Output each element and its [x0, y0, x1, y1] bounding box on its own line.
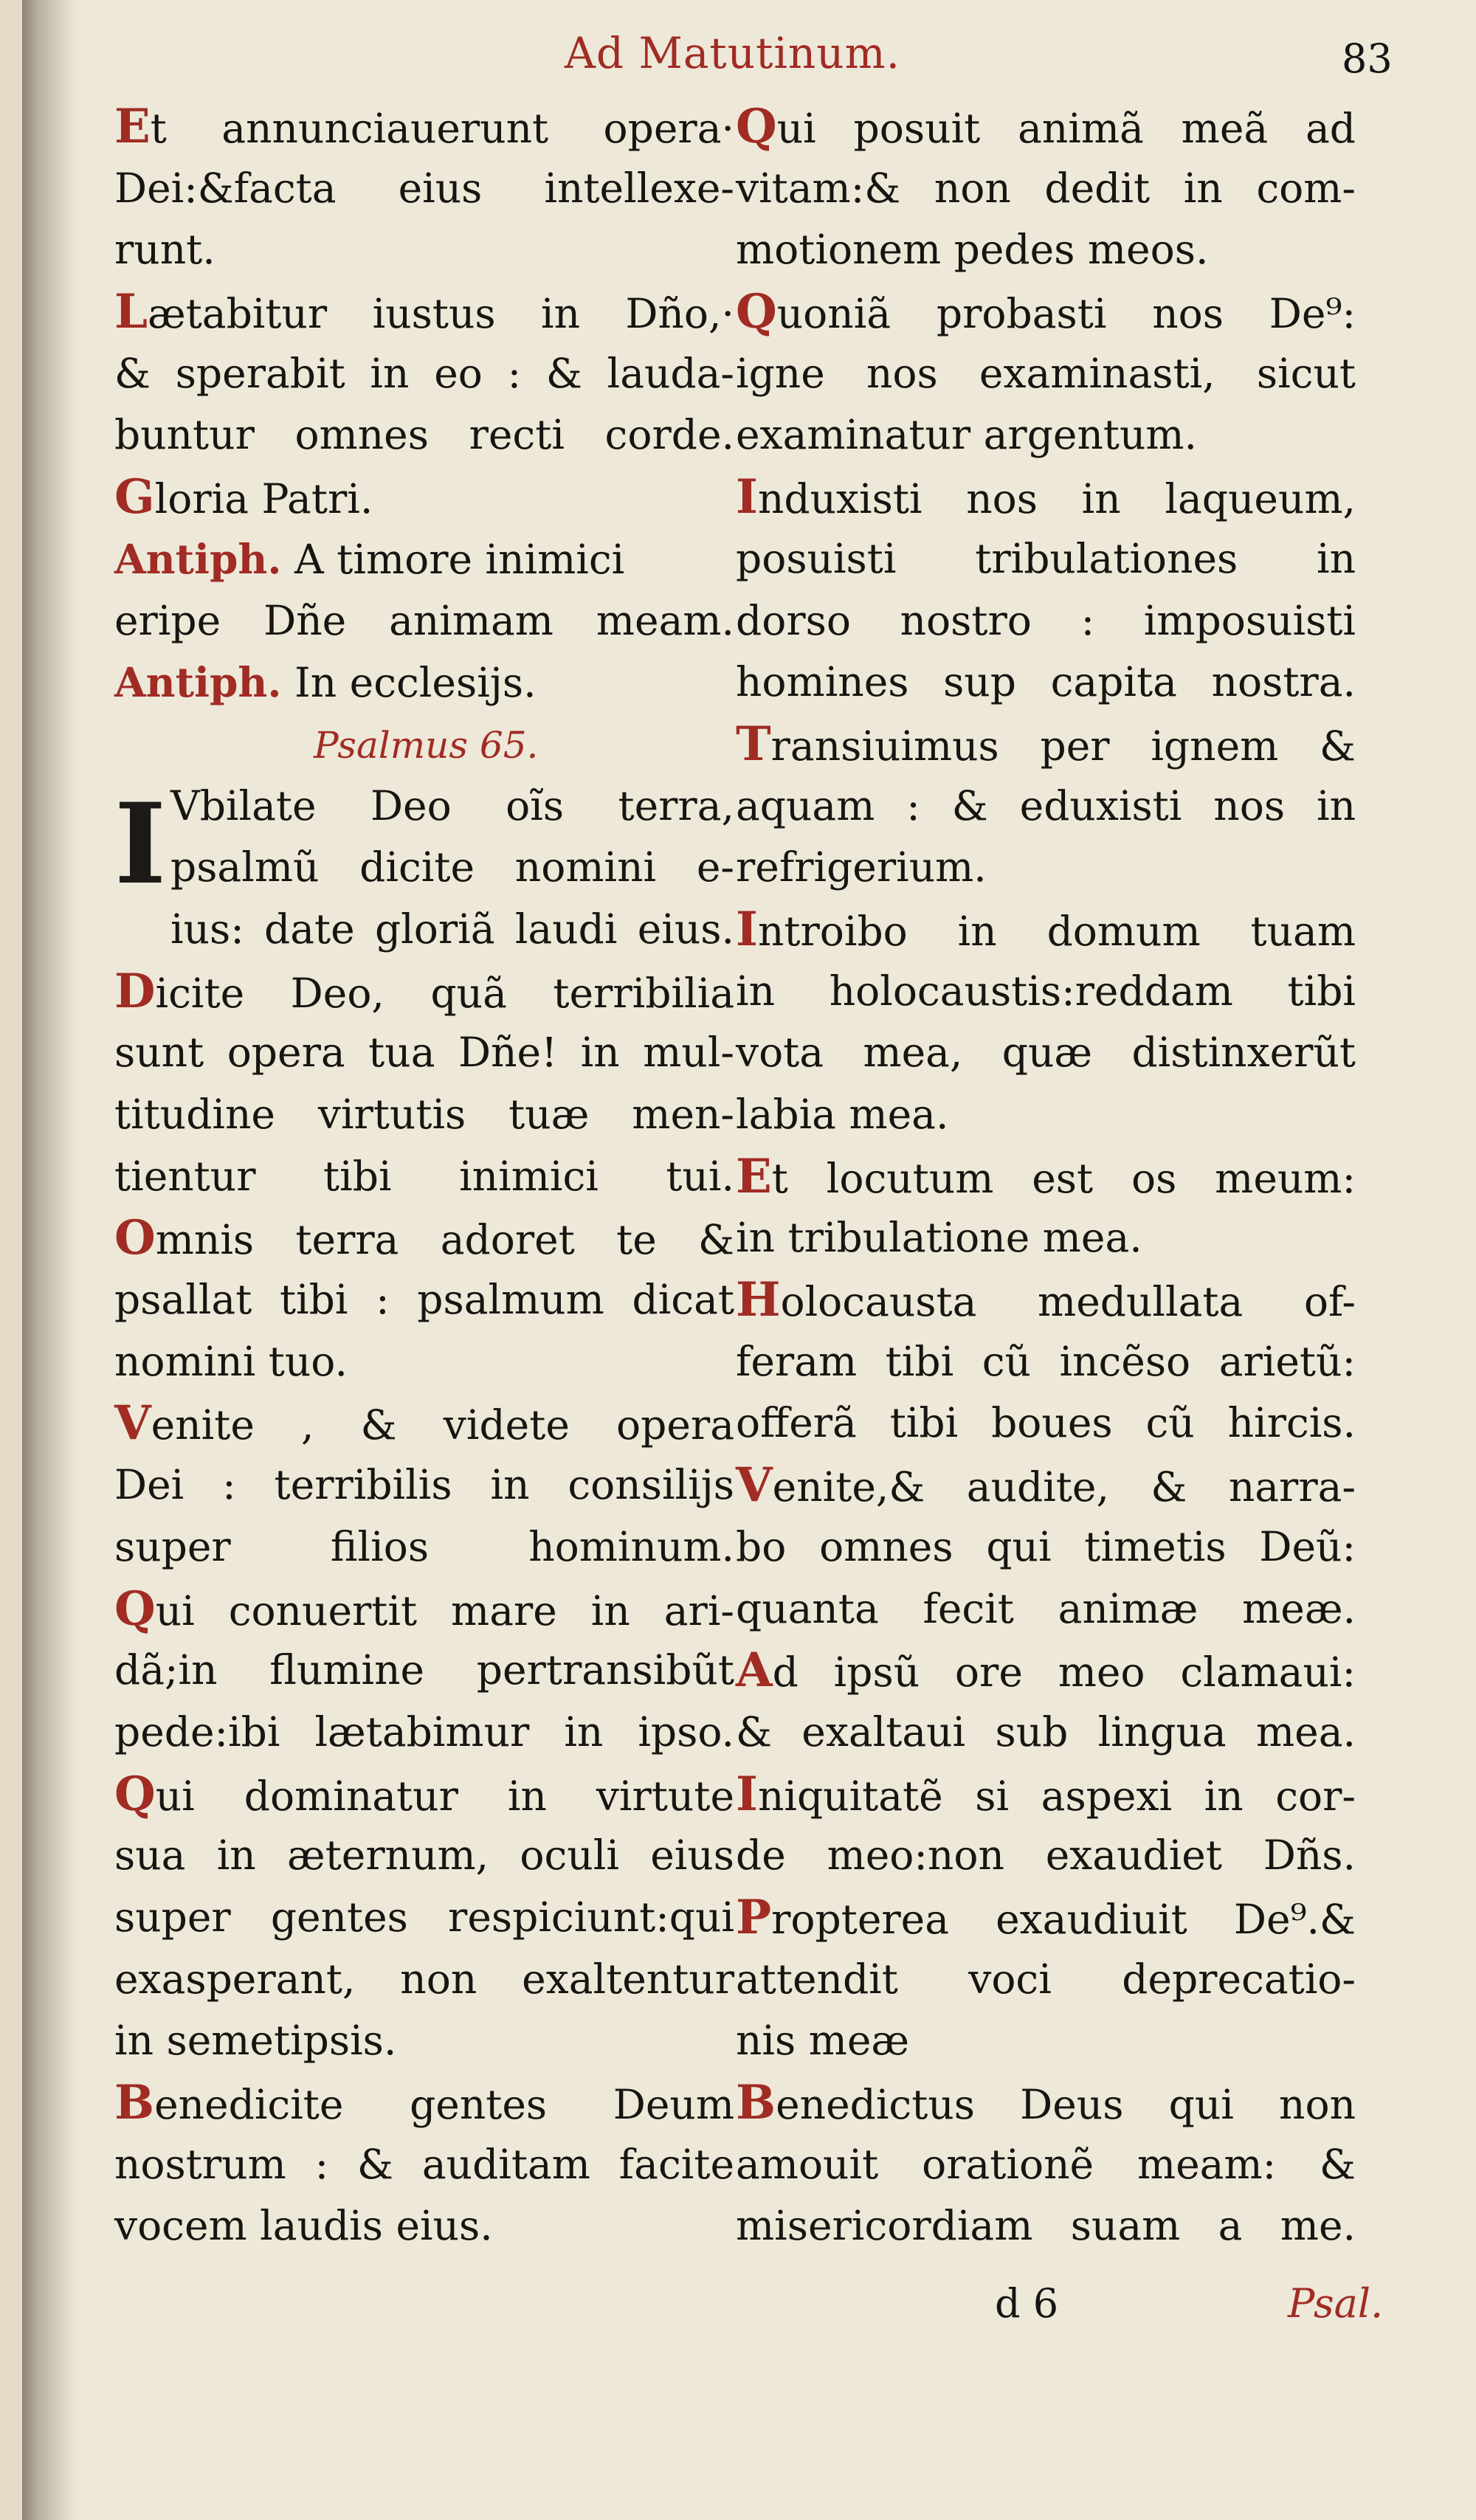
text-line — [114, 961, 734, 1023]
line-text: in tribulatione mea. — [736, 1214, 1142, 1262]
text-line — [114, 2195, 734, 2257]
line-text: bo omnes qui timetis Deũ: — [736, 1522, 1356, 1570]
rubricated-initial: Q — [736, 99, 777, 154]
text-line — [114, 404, 734, 466]
text-line — [114, 1454, 734, 1516]
line-text: ntroibo in domum tuam — [757, 907, 1356, 955]
text-line — [114, 899, 734, 961]
text-line — [114, 1022, 734, 1084]
line-text: homines sup capita nostra. — [736, 658, 1356, 706]
line-text: t annunciauerunt opera· — [150, 105, 734, 152]
text-line — [114, 1146, 734, 1208]
text-line — [114, 1949, 734, 2011]
text-line — [114, 2072, 734, 2134]
text-line — [736, 652, 1356, 714]
line-text: enedicite gentes Deum — [154, 2081, 734, 2128]
text-line — [736, 2010, 1356, 2072]
running-header: Ad Matutinum. — [565, 28, 901, 78]
line-text: ransiuimus per ignem & — [770, 722, 1356, 770]
page-gutter — [22, 0, 77, 2520]
text-line — [736, 281, 1356, 343]
text-line — [114, 96, 734, 158]
text-line — [736, 2072, 1356, 2134]
text-line — [114, 1392, 734, 1454]
rubricated-initial: T — [736, 716, 771, 772]
line-text: A timore inimici — [294, 535, 625, 583]
line-text: pede:ibi lætabimur in ipso. — [114, 1708, 734, 1756]
text-line — [736, 404, 1356, 466]
line-text: ætabitur iustus in Dño,· — [148, 290, 734, 338]
line-text: psallat tibi : psalmum dicat — [114, 1276, 734, 1324]
text-line — [736, 2195, 1356, 2257]
text-line — [736, 1022, 1356, 1084]
line-text: uoniã probasti nos De⁹: — [776, 290, 1356, 338]
text-line — [736, 1454, 1356, 1516]
text-line — [736, 343, 1356, 405]
line-text: nostrum : & auditam facite — [114, 2140, 734, 2188]
text-line — [114, 1516, 734, 1578]
rubricated-initial: E — [114, 99, 151, 154]
text-line — [114, 2134, 734, 2196]
line-text: nomini tuo. — [114, 1337, 348, 1385]
line-text: enedictus Deus qui non — [776, 2081, 1356, 2128]
text-line — [736, 1578, 1356, 1640]
text-line — [114, 837, 734, 899]
text-line — [736, 96, 1356, 158]
line-text: super gentes respiciunt:qui — [114, 1893, 734, 1941]
line-text: motionem pedes meos. — [736, 226, 1209, 274]
text-line — [736, 1825, 1356, 1887]
line-text: attendit voci deprecatio- — [736, 1955, 1356, 2003]
text-line — [736, 1146, 1356, 1208]
text-line — [114, 1207, 734, 1269]
line-text: labia mea. — [736, 1091, 949, 1138]
text-line — [114, 158, 734, 220]
line-text: enite,& audite, & narra- — [772, 1463, 1356, 1511]
page-number: 83 — [1342, 35, 1393, 82]
text-line — [736, 158, 1356, 220]
rubricated-initial: V — [114, 1395, 151, 1451]
line-text: enite , & videte opera — [151, 1401, 734, 1449]
rubricated-initial: G — [114, 469, 155, 525]
rubricated-initial: I — [736, 469, 758, 525]
rubricated-initial: V — [736, 1457, 773, 1513]
line-text: buntur omnes recti corde. — [114, 411, 734, 459]
book-page — [22, 0, 1476, 2520]
text-line — [736, 1702, 1356, 1764]
line-text: aquam : & eduxisti nos in — [736, 781, 1356, 829]
text-line — [114, 1825, 734, 1887]
text-line — [736, 776, 1356, 838]
line-text: Dei:&facta eius intellexe- — [114, 164, 734, 212]
text-line — [114, 1269, 734, 1331]
line-text: sua in æternum, oculi eius — [114, 1832, 734, 1879]
line-text: offerã tibi boues cũ hircis. — [736, 1399, 1356, 1447]
text-line — [736, 1269, 1356, 1331]
line-text: t locutum est os meum: — [771, 1154, 1356, 1202]
line-text: ropterea exaudiuit De⁹.& — [771, 1895, 1356, 1943]
line-text: niquitatẽ si aspexi in cor- — [757, 1772, 1356, 1820]
text-line — [114, 652, 734, 714]
line-text: Vbilate Deo oĩs terra, — [170, 781, 734, 829]
line-text: Dei : terribilis in consilijs — [114, 1461, 734, 1509]
line-text: ui dominatur in virtute — [155, 1772, 734, 1820]
line-text: psalmũ dicite nomini e- — [170, 843, 734, 891]
line-text: In ecclesijs. — [294, 659, 537, 707]
text-line — [114, 590, 734, 652]
line-text: posuisti tribulationes in — [736, 534, 1356, 582]
rubricated-initial: H — [736, 1272, 781, 1328]
line-text: icite Deo, quã terribilia — [155, 969, 734, 1017]
rubricated-initial: L — [114, 284, 148, 340]
rubricated-initial: O — [114, 1210, 156, 1266]
line-text: exasperant, non exaltentur — [114, 1955, 734, 2003]
rubricated-initial: B — [114, 2075, 155, 2130]
line-text: ui conuertit mare in ari- — [155, 1587, 734, 1634]
rubricated-initial: I — [736, 901, 758, 957]
line-text: examinatur argentum. — [736, 411, 1198, 459]
text-line — [114, 528, 734, 590]
text-line — [736, 1949, 1356, 2011]
text-line — [114, 2010, 734, 2072]
psalm-title: Psalmus 65. — [314, 723, 539, 767]
line-text: de meo:non exaudiet Dñs. — [736, 1832, 1356, 1879]
line-text: olocausta medullata of- — [780, 1278, 1356, 1326]
text-line — [736, 219, 1356, 281]
line-text: misericordiam suam a me. — [736, 2202, 1356, 2250]
text-line — [114, 1887, 734, 1949]
text-line — [736, 1084, 1356, 1146]
rubricated-initial: A — [736, 1643, 773, 1699]
antiphon-rubric: Antiph. — [114, 658, 282, 707]
line-text: dã;in flumine pertransibũt — [114, 1646, 734, 1694]
text-line — [736, 1764, 1356, 1826]
line-text: in semetipsis. — [114, 2017, 397, 2065]
line-text: runt. — [114, 226, 215, 274]
text-line — [736, 2134, 1356, 2196]
rubricated-initial: I — [736, 1766, 758, 1822]
text-line — [736, 1392, 1356, 1454]
decorated-initial: I — [114, 779, 167, 909]
text-line — [114, 1084, 734, 1146]
text-line — [114, 219, 734, 281]
antiphon-rubric: Antiph. — [114, 534, 282, 583]
line-text: igne nos examinasti, sicut — [736, 349, 1356, 397]
text-line — [736, 714, 1356, 776]
line-text: in holocaustis:reddam tibi — [736, 967, 1356, 1015]
text-line — [114, 281, 734, 343]
line-text: nduxisti nos in laqueum, — [757, 475, 1356, 523]
line-text: nis meæ — [736, 2017, 910, 2065]
text-line — [114, 1331, 734, 1393]
line-text: refrigerium. — [736, 843, 987, 891]
right-column — [736, 96, 1356, 2257]
line-text: vota mea, quæ distinxerũt — [736, 1029, 1356, 1077]
rubricated-initial: P — [736, 1889, 772, 1945]
line-text: ui posuit animã meã ad — [776, 105, 1356, 152]
line-text: loria Patri. — [154, 475, 373, 523]
rubricated-initial: E — [736, 1148, 772, 1204]
line-text: ius: date gloriã laudi eius. — [170, 905, 734, 953]
text-line — [736, 1331, 1356, 1393]
text-line — [114, 343, 734, 405]
rubricated-initial: Q — [114, 1581, 156, 1637]
text-line — [736, 1207, 1356, 1269]
text-line — [114, 1640, 734, 1702]
text-line — [114, 1764, 734, 1826]
text-line — [114, 1578, 734, 1640]
line-text: quanta fecit animæ meæ. — [736, 1584, 1356, 1632]
text-line — [736, 961, 1356, 1023]
text-line — [736, 528, 1356, 590]
line-text: amouit orationẽ meam: & — [736, 2140, 1356, 2188]
signature-mark: d 6 — [995, 2280, 1059, 2327]
line-text: mnis terra adoret te & — [155, 1216, 734, 1264]
rubricated-initial: D — [114, 963, 156, 1019]
text-line — [736, 837, 1356, 899]
catchword: Psal. — [1288, 2280, 1384, 2327]
line-text: dorso nostro : imposuisti — [736, 596, 1356, 644]
line-text: feram tibi cũ incẽso arietũ: — [736, 1337, 1356, 1385]
line-text: eripe Dñe animam meam. — [114, 596, 734, 644]
line-text: vitam:& non dedit in com- — [736, 164, 1356, 212]
line-text: super filios hominum. — [114, 1522, 734, 1570]
line-text: vocem laudis eius. — [114, 2202, 493, 2250]
text-line — [736, 1516, 1356, 1578]
text-line — [736, 590, 1356, 652]
line-text: tientur tibi inimici tui. — [114, 1152, 734, 1200]
text-line — [736, 1640, 1356, 1702]
text-line — [736, 899, 1356, 961]
text-line — [114, 1702, 734, 1764]
left-column — [114, 96, 734, 2257]
rubricated-initial: Q — [114, 1766, 156, 1822]
text-line — [736, 1887, 1356, 1949]
rubricated-initial: B — [736, 2075, 776, 2130]
line-text: & exaltaui sub lingua mea. — [736, 1708, 1356, 1756]
text-line — [736, 466, 1356, 528]
line-text: titudine virtutis tuæ men- — [114, 1091, 734, 1138]
line-text: d ipsũ ore meo clamaui: — [772, 1649, 1356, 1696]
line-text: & sperabit in eo : & lauda- — [114, 349, 734, 397]
text-line — [114, 466, 734, 528]
text-line — [114, 714, 734, 776]
line-text: sunt opera tua Dñe! in mul- — [114, 1029, 734, 1077]
rubricated-initial: Q — [736, 284, 777, 340]
